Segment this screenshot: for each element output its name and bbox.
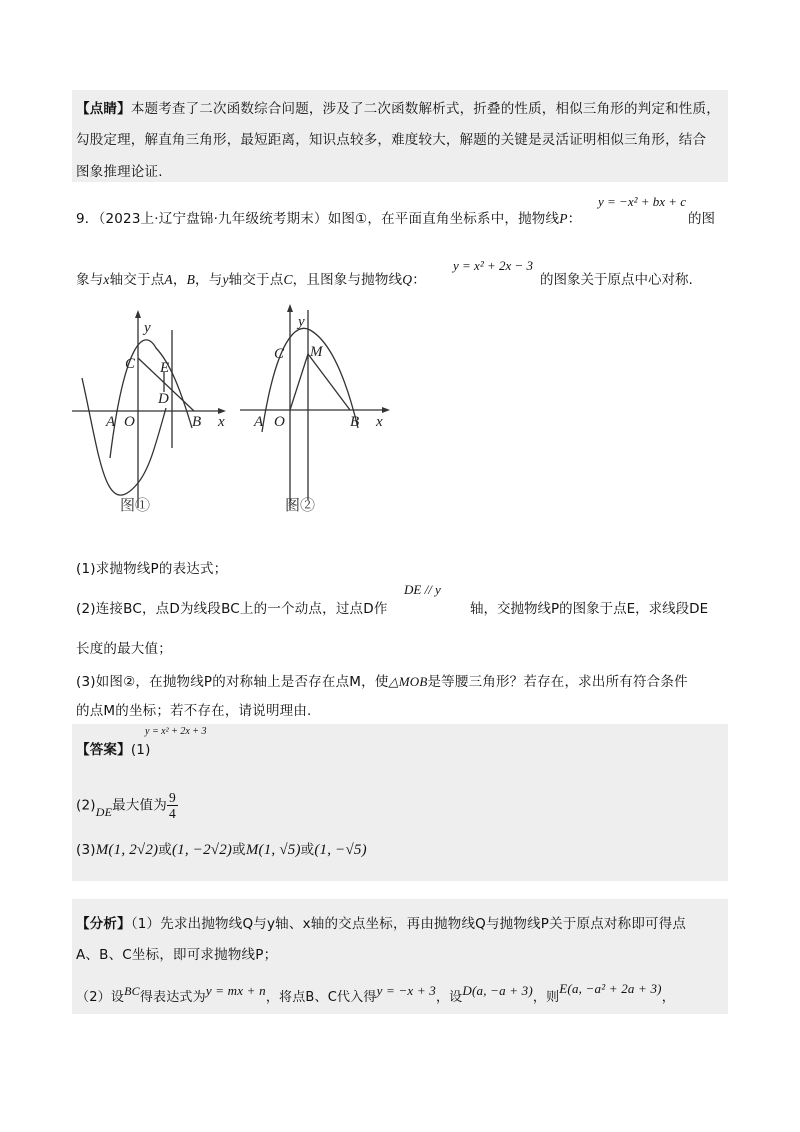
parabola-q [82,378,166,495]
analysis-line-3: （2）设BC得表达式为y = mx + n，将点B、C代入得y = −x + 3，设D(a, −a + 3)，则E(a, −a² + 2a + 3)， [76,981,675,1005]
answer-1-math: y = x² + 2x + 3 [145,726,207,737]
question-line-2-tail: 的图象关于原点中心对称. [540,272,693,288]
segment-om [290,354,308,410]
label-e: E [160,360,170,376]
label-x: x [218,414,225,430]
analysis-line-1: 【分析】（1）先求出抛物线Q与y轴、x轴的交点坐标，再由抛物线Q与抛物线P关于原点对称即可得点 [76,916,687,932]
question-number: 9． [76,211,99,227]
figure-1-caption: 图① [120,496,151,514]
y-arrow-icon [287,304,293,312]
fraction-9-4: $\frac{9}{4}$ [168,790,176,821]
label-o: O [124,414,135,430]
part-2-line-1: (2)连接BC，点D为线段BC上的一个动点，过点D作 [76,601,388,617]
answer-label: 【答案】 [76,742,131,758]
question-line-2: 象与x轴交于点A，B，与y轴交于点C，且图象与抛物线Q： [76,272,426,288]
label-c: C [125,356,136,372]
label-a: A [254,414,264,430]
figure-2 [236,300,396,525]
dianjing-line-1: 【点睛】本题考查了二次函数综合问题，涉及了二次函数解析式，折叠的性质，相似三角形的判定和性质， [76,101,720,117]
part-3-line-1: (3)如图②，在抛物线P的对称轴上是否存在点M，使△MOB是等腰三角形？若存在，求出所有符合条件 [76,674,688,690]
part-2-line-2: 长度的最大值； [76,641,172,657]
answer-line-3: (3)M(1, 2√2)或(1, −2√2)或M(1, √5)或(1, −√5) [76,842,367,858]
dianjing-line-3: 图象推理论证. [76,164,163,180]
triangle-mob: △MOB [388,674,428,689]
label-c: C [274,346,285,362]
dianjing-line-2: 勾股定理，解直角三角形，最短距离，知识点较多，难度较大，解题的关键是灵活证明相似三角形，结合 [76,132,707,148]
parabola-p [110,340,192,458]
dianjing-label: 【点睛】 [76,101,131,117]
question-line-1: 9．（2023上·辽宁盘锦·九年级统考期末）如图①，在平面直角坐标系中，抛物线P： [76,211,582,227]
answer-line-1: 【答案】(1) [76,742,151,758]
part-1: (1)求抛物线P的表达式； [76,561,228,577]
analysis-line-2: A、B、C坐标，即可求抛物线P； [76,947,278,963]
y-arrow-icon [135,310,141,318]
label-d: D [158,391,169,407]
question-source: （2023上·辽宁盘锦·九年级统考期末） [98,211,328,227]
equation-parabola-p: y = −x² + bx + c [598,194,687,209]
analysis-label: 【分析】 [76,916,131,932]
part-2-line-1-tail: 轴，交抛物线P的图象于点E，求线段DE [470,601,709,617]
segment-mb [308,354,350,410]
answer-line-2: (2)DE最大值为 $\frac{9}{4}$ [76,790,176,821]
label-y: y [298,314,305,330]
part-2-math: DE // y [404,582,441,597]
label-b: B [192,414,202,430]
label-o: O [274,414,285,430]
label-b: B [350,414,360,430]
label-a: A [106,414,116,430]
equation-parabola-q: y = x² + 2x − 3 [453,258,534,273]
label-m: M [310,344,323,360]
question-line-1-tail: 的图 [688,211,715,227]
x-arrow-icon [382,407,390,413]
label-y: y [144,320,151,336]
figure-2-caption: 图② [285,496,316,514]
figure-1 [70,308,240,533]
part-3-line-2: 的点M的坐标；若不存在，请说明理由. [76,703,312,719]
label-x: x [376,414,383,430]
